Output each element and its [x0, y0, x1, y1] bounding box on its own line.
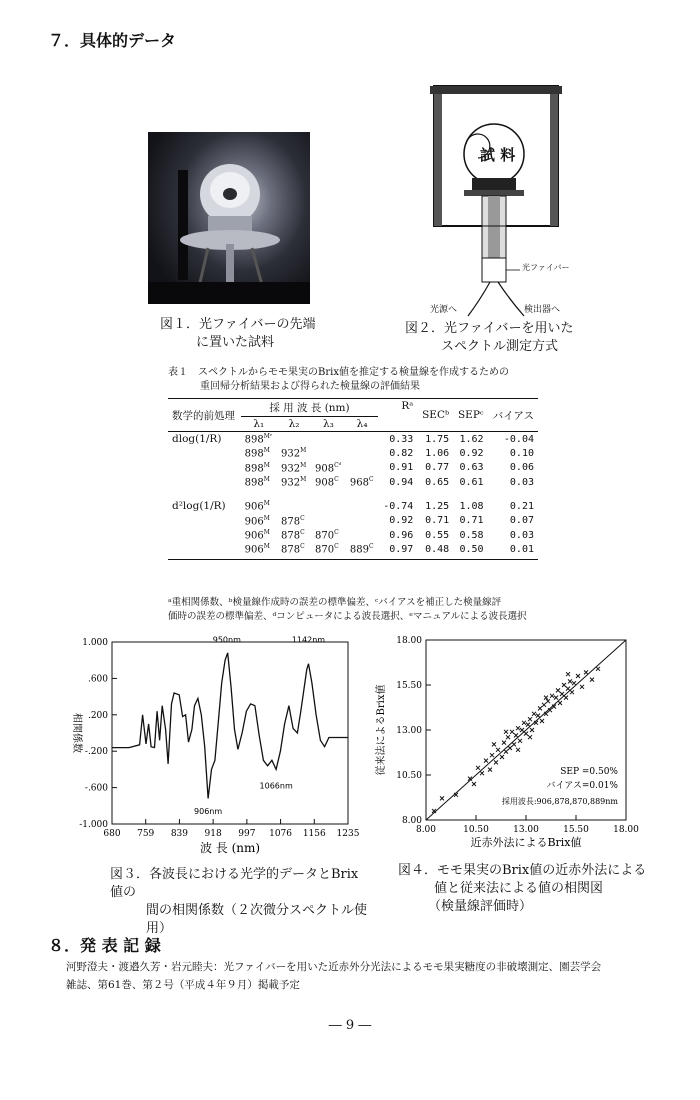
table-row [168, 446, 538, 460]
bias-cell: 0.07 [509, 515, 534, 527]
y-tick-label: -.600 [84, 783, 108, 794]
x-tick-label: 839 [170, 829, 189, 839]
x-tick-label: 1076 [269, 829, 293, 839]
wavelength-l4-cell [346, 475, 378, 494]
fig3-caption-line1: 図３．各波長における光学的データとBrix値の [110, 867, 359, 900]
wavelength-l2-cell [277, 432, 311, 446]
data-point [564, 696, 568, 700]
data-point [538, 706, 542, 710]
y-tick-label: 10.50 [396, 771, 422, 781]
data-point [580, 685, 584, 689]
wavelength-l1-cell [241, 475, 277, 494]
wavelength-l4-cell [346, 432, 378, 446]
wavelength-l1-cell [241, 494, 277, 513]
r-cell: 0.96 [389, 529, 414, 541]
wavelength-selection-mark: M [263, 500, 270, 508]
data-point [528, 717, 532, 721]
sep-cell: 0.63 [459, 462, 484, 474]
bias-cell: 0.21 [509, 500, 534, 512]
sec-cell: 1.25 [425, 500, 450, 512]
sec-cell: 0.71 [425, 515, 450, 527]
sep-cell: 0.50 [459, 543, 484, 555]
brix-scatter-chart [370, 630, 640, 860]
sec-cell: 0.48 [425, 543, 450, 555]
wavelength-value: 968 [349, 477, 369, 489]
wavelength-value: 878 [281, 515, 301, 527]
table1 [168, 398, 538, 560]
wavelength-l4-cell [346, 528, 378, 542]
wavelength-l4-cell [346, 514, 378, 528]
table1-header-row [168, 399, 538, 417]
wavelength-l4-cell [346, 461, 378, 475]
col-l3-header: λ₃ [323, 418, 334, 430]
wavelength-selection-mark: C [369, 543, 374, 551]
fig2-caption-line2: スペクトル測定方式 [441, 339, 559, 354]
wavelength-selection-mark: C [369, 475, 374, 483]
data-point [556, 688, 560, 692]
data-point [516, 726, 520, 730]
data-point [500, 755, 504, 759]
data-point [520, 728, 524, 732]
fig2-detector-label: 検出器へ [524, 305, 561, 315]
data-point [526, 723, 530, 727]
fig4-chart [370, 630, 640, 860]
data-point [504, 730, 508, 734]
col-wavelength-header: 採 用 波 長 (nm) [241, 399, 379, 417]
wavelength-l1-cell [241, 514, 277, 528]
wavelength-l2-cell [277, 542, 311, 556]
data-point [558, 701, 562, 705]
data-point [536, 714, 540, 718]
wavelength-selection-mark: M [263, 543, 270, 551]
data-point [510, 730, 514, 734]
table1-grid [168, 399, 538, 557]
r-cell: 0.94 [389, 476, 414, 488]
data-point [480, 771, 484, 775]
fiber-sample-photo [148, 132, 310, 304]
data-point [502, 741, 506, 745]
col-pretreat-header: 数学的前処理 [172, 409, 235, 422]
sep-cell: 1.62 [459, 433, 484, 445]
col-sep-header: SEPᶜ [457, 409, 484, 421]
data-point [550, 694, 554, 698]
photo-illustration [148, 132, 310, 304]
y-tick-label: 1.000 [82, 638, 108, 648]
fig4-caption [398, 862, 658, 916]
sec-cell: 1.75 [425, 433, 450, 445]
data-point [562, 683, 566, 687]
wavelength-l2-cell [277, 446, 311, 460]
fig1-caption [160, 316, 350, 352]
x-tick-label: 918 [204, 829, 222, 839]
r-cell: 0.97 [389, 543, 414, 555]
wavelength-selection-mark: Mᵉ [263, 433, 273, 440]
table-row [168, 494, 538, 513]
wavelength-l2-cell [277, 514, 311, 528]
data-point [528, 735, 532, 739]
x-tick-label: 997 [238, 829, 256, 839]
wavelength-value: 906 [244, 501, 264, 513]
data-point [506, 735, 510, 739]
data-point [512, 742, 516, 746]
table1-title-line1: 表１ スペクトルからモモ果実のBrix値を推定する検量線を作成するための [168, 367, 509, 378]
y-axis-label: 従来法によるBrix値 [376, 684, 387, 776]
wavelength-l3-cell [311, 542, 346, 556]
wavelength-value: 906 [244, 515, 264, 527]
wavelength-l1-cell [241, 432, 277, 446]
wavelength-l4-cell [346, 494, 378, 513]
data-point [476, 766, 480, 770]
x-tick-label: 1156 [302, 829, 326, 839]
table1-title [168, 366, 509, 394]
table1-footnote-line2: 価時の誤差の標準偏差、ᵈコンピュータによる波長選択、ᵉマニュアルによる波長選択 [168, 611, 527, 622]
table1-footnote-line1: ᵃ重相関係数、ᵇ検量線作成時の誤差の標準偏差、ᶜバイアスを補正した検量線評 [168, 597, 502, 608]
wavelength-selection-mark: M [300, 447, 307, 455]
wavelength-selection-mark: Cᵈ [334, 461, 342, 469]
section-8-body-line1: 河野澄夫・渡邉久芳・岩元睦夫：光ファイバーを用いた近赤外分光法によるモモ果実糖度の非破壊測定、園芸学会 [66, 961, 602, 973]
table-row [168, 542, 538, 556]
x-tick-label: 680 [103, 829, 121, 839]
data-point [572, 681, 576, 685]
table-row [168, 432, 538, 446]
wavelength-value: 898 [244, 462, 264, 474]
bias-cell: -0.04 [503, 433, 534, 445]
wavelength-l3-cell [311, 461, 346, 475]
y-tick-label: 15.50 [396, 681, 422, 691]
table-row [168, 475, 538, 494]
data-point [566, 687, 570, 691]
wavelength-selection-mark: M [263, 514, 270, 522]
wavelength-l2-cell [277, 528, 311, 542]
wavelength-selection-mark: C [334, 475, 339, 483]
wavelength-value: 878 [281, 544, 301, 556]
sep-cell: 0.71 [459, 515, 484, 527]
data-point [484, 759, 488, 763]
wavelength-value: 908 [315, 462, 335, 474]
wavelength-selection-mark: C [300, 543, 305, 551]
x-tick-label: 13.00 [513, 825, 539, 835]
fig2-source-label: 光源へ [430, 305, 458, 315]
wavelength-value: 908 [315, 477, 335, 489]
correlation-series-line [112, 653, 348, 799]
bias-cell: 0.01 [509, 543, 534, 555]
table1-body [168, 432, 538, 557]
x-tick-label: 1235 [336, 829, 360, 839]
sep-cell: 1.08 [459, 500, 484, 512]
fig2-fiber-label: 光ファイバー [522, 263, 570, 272]
x-axis-label: 波 長 (nm) [199, 841, 261, 855]
sec-cell: 0.77 [425, 462, 450, 474]
table-row [168, 514, 538, 528]
wavelength-selection-mark: M [263, 447, 270, 455]
pretreat-cell [168, 446, 241, 460]
section-8-body-line2: 雑誌、第61巻、第２号（平成４年９月）掲載予定 [66, 979, 300, 991]
fig2-caption-line1: 図２．光ファイバーを用いた [405, 321, 574, 336]
r-cell: 0.82 [389, 447, 414, 459]
r-cell: 0.92 [389, 515, 414, 527]
wavelength-l1-cell [241, 446, 277, 460]
y-tick-label: 8.00 [401, 816, 422, 826]
wavelength-l3-cell [311, 446, 346, 460]
pretreat-cell: dlog(1/R) [172, 433, 222, 446]
wavelength-value: 889 [349, 544, 369, 556]
y-tick-label: .600 [87, 674, 108, 685]
data-point [472, 782, 476, 786]
data-point [490, 753, 494, 757]
fig4-caption-line3: （検量線評価時） [428, 899, 533, 914]
y-axis-label: 相関係数 [71, 713, 82, 753]
correlation-chart [60, 630, 360, 870]
x-tick-label: 759 [137, 829, 155, 839]
wavelength-l2-cell [277, 494, 311, 513]
data-point [544, 696, 548, 700]
data-point [546, 699, 550, 703]
data-point [584, 670, 588, 674]
y-tick-label: .200 [87, 710, 108, 721]
wavelength-selection-mark: M [263, 461, 270, 469]
data-point [516, 748, 520, 752]
r-cell: 0.33 [389, 433, 414, 445]
sep-annotation: SEP =0.50% [560, 767, 618, 777]
fig3-chart [60, 630, 360, 870]
wavelength-l2-cell [277, 461, 311, 475]
bias-cell: 0.03 [509, 476, 534, 488]
peak-annotation: 950nm [212, 635, 241, 645]
fig1-caption-line1: 図１．光ファイバーの先端 [160, 317, 316, 332]
wavelength-value: 898 [244, 434, 264, 446]
col-bias-header: バイアス [492, 409, 534, 422]
y-tick-label: -1.000 [79, 820, 108, 830]
data-point [508, 746, 512, 750]
fig4-caption-line1: 図４．モモ果実のBrix値の近赤外法による [398, 863, 647, 878]
data-point [542, 703, 546, 707]
wavelength-l3-cell [311, 514, 346, 528]
col-l2-header: λ₂ [288, 418, 300, 430]
data-point [530, 728, 534, 732]
data-point [566, 672, 570, 676]
wavelength-l3-cell [311, 494, 346, 513]
wavelength-value: 898 [244, 448, 264, 460]
fig1-caption-line2: に置いた試料 [196, 335, 275, 350]
data-point [496, 748, 500, 752]
page-number: ― 9 ― [328, 1018, 372, 1033]
sep-cell: 0.58 [459, 529, 484, 541]
wavelength-selection-mark: C [300, 514, 305, 522]
sec-cell: 1.06 [425, 447, 450, 459]
pretreat-cell [168, 542, 241, 556]
x-tick-label: 10.50 [463, 825, 489, 835]
fig2-caption [405, 320, 605, 356]
pretreat-cell [168, 528, 241, 542]
wavelength-l1-cell [241, 542, 277, 556]
pretreat-cell [168, 461, 241, 475]
wavelength-selection-mark: C [334, 528, 339, 536]
x-tick-label: 18.00 [613, 825, 639, 835]
bias-cell: 0.03 [509, 529, 534, 541]
peak-annotation: 1142nm [291, 635, 326, 645]
wavelength-selection-mark: M [263, 528, 270, 536]
bias-annotation: バイアス=0.01% [546, 781, 618, 791]
wavelength-value: 878 [281, 530, 301, 542]
wavelength-value: 898 [244, 477, 264, 489]
bias-cell: 0.06 [509, 462, 534, 474]
measurement-setup-diagram [420, 80, 580, 320]
sec-cell: 0.55 [425, 529, 450, 541]
wavelength-l1-cell [241, 461, 277, 475]
data-point [440, 796, 444, 800]
data-point [568, 679, 572, 683]
wavelength-value: 932 [281, 448, 301, 460]
fig2-sample-label: 試 料 [480, 146, 516, 164]
wavelength-l4-cell [346, 542, 378, 556]
section-7-title: ７．具体的データ [48, 31, 177, 50]
data-point [522, 721, 526, 725]
data-point [524, 732, 528, 736]
data-point [554, 696, 558, 700]
wavelength-value: 870 [315, 530, 335, 542]
data-point [514, 733, 518, 737]
wavelength-l3-cell [311, 528, 346, 542]
sec-cell: 0.65 [425, 476, 450, 488]
sep-cell: 0.61 [459, 476, 484, 488]
r-cell: 0.91 [389, 462, 414, 474]
data-point [570, 690, 574, 694]
fig3-caption-line2: 間の相関係数（２次微分スペクトル使用） [146, 903, 368, 936]
data-point [488, 768, 492, 772]
col-sec-header: SECᵇ [422, 409, 450, 421]
x-axis-label: 近赤外法によるBrix値 [470, 836, 582, 849]
fig3-caption [110, 866, 370, 938]
data-point [518, 739, 522, 743]
wavelength-annotation: 採用波長:906,878,870,889nm [501, 797, 618, 806]
wavelength-value: 932 [281, 462, 301, 474]
wavelength-l1-cell [241, 528, 277, 542]
wavelength-selection-mark: M [263, 475, 270, 483]
wavelength-selection-mark: C [334, 543, 339, 551]
table1-title-line2: 重回帰分析結果および得られた検量線の評価結果 [200, 381, 420, 392]
r-cell: -0.74 [383, 500, 414, 512]
data-point [492, 742, 496, 746]
pretreat-cell: d²log(1/R) [172, 500, 226, 513]
section-8-title: ８．発 表 記 録 [48, 936, 161, 955]
wavelength-l2-cell [277, 475, 311, 494]
fig4-caption-line2: 値と従来法による値の相関図 [434, 881, 604, 896]
col-l1-header: λ₁ [253, 418, 265, 430]
data-point [532, 712, 536, 716]
wavelength-selection-mark: C [300, 528, 305, 536]
table-row [168, 528, 538, 542]
wavelength-l3-cell [311, 432, 346, 446]
data-point [504, 750, 508, 754]
data-point [494, 760, 498, 764]
wavelength-l4-cell [346, 446, 378, 460]
x-tick-label: 8.00 [415, 825, 437, 835]
pretreat-cell [168, 514, 241, 528]
pretreat-cell [168, 475, 241, 494]
col-r-header: Rᵃ [401, 400, 414, 412]
section-8-body [66, 958, 686, 994]
wavelength-value: 870 [315, 544, 335, 556]
wavelength-value: 906 [244, 530, 264, 542]
data-point [576, 674, 580, 678]
y-tick-label: 18.00 [396, 636, 422, 646]
bias-cell: 0.10 [509, 447, 534, 459]
sep-cell: 0.92 [459, 447, 484, 459]
wavelength-value: 906 [244, 544, 264, 556]
data-point [590, 678, 594, 682]
table1-footnote [168, 596, 527, 624]
wavelength-selection-mark: M [300, 475, 307, 483]
wavelength-l3-cell [311, 475, 346, 494]
peak-annotation: 906nm [194, 806, 223, 816]
y-tick-label: 13.00 [396, 726, 422, 736]
x-tick-label: 15.50 [563, 825, 589, 835]
y-tick-label: -.200 [84, 747, 108, 758]
wavelength-value: 932 [281, 477, 301, 489]
data-point [560, 692, 564, 696]
fig2-diagram [420, 80, 580, 320]
col-l4-header: λ₄ [356, 418, 368, 430]
data-point [540, 719, 544, 723]
peak-annotation: 1066nm [259, 781, 293, 791]
table-row [168, 461, 538, 475]
wavelength-selection-mark: M [300, 461, 307, 469]
data-point [596, 667, 600, 671]
